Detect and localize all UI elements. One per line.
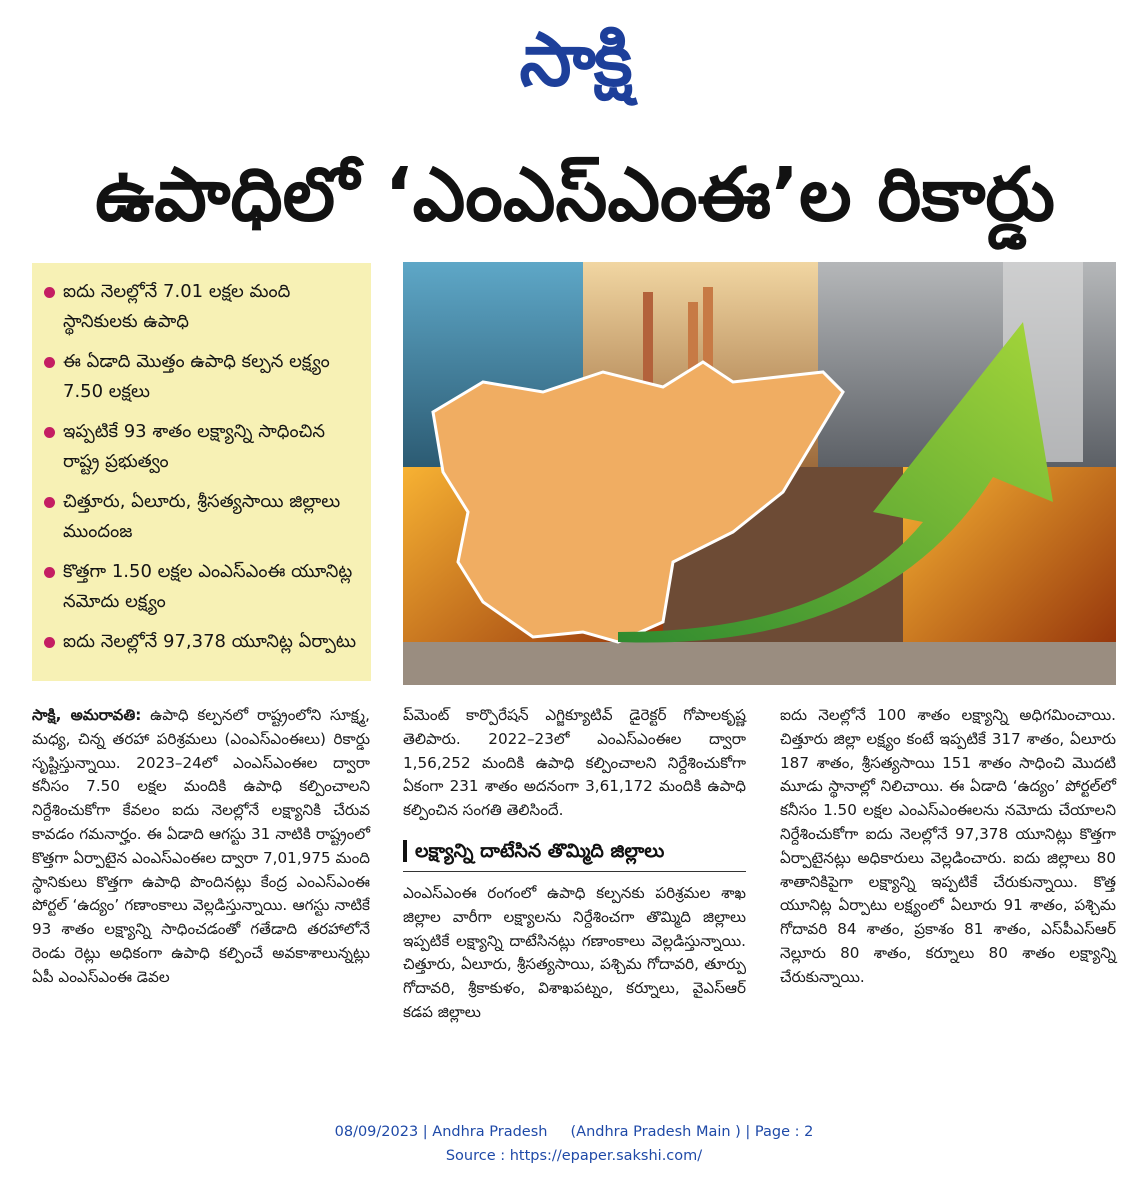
highlights-box bbox=[32, 263, 371, 681]
industry-collage-image bbox=[403, 262, 1116, 685]
bullet-icon bbox=[44, 637, 55, 648]
article-column-3 bbox=[780, 704, 1116, 990]
footer-edition-info: 08/09/2023 | Andhra Pradesh (Andhra Pradesh Main ) | Page : 2 bbox=[334, 1124, 814, 1140]
masthead-logo: సాక్షి bbox=[519, 17, 631, 103]
article-column-1 bbox=[32, 704, 370, 990]
subheading-marker-icon bbox=[403, 840, 407, 862]
bullet-icon bbox=[44, 287, 55, 298]
highlight-item bbox=[44, 277, 361, 337]
highlight-text: ఇప్పటికే 93 శాతం లక్ష్యాన్ని సాధించిన రాష్ట్ర ప్రభుత్వం bbox=[63, 421, 326, 472]
footer bbox=[0, 1120, 1148, 1168]
highlight-text: కొత్తగా 1.50 లక్షల ఎంఎస్‌ఎంఈ యూనిట్ల నమోదు లక్ష్యం bbox=[63, 561, 353, 612]
bullet-icon bbox=[44, 497, 55, 508]
subheading bbox=[403, 837, 746, 872]
subheading-text: లక్ష్యాన్ని దాటేసిన తొమ్మిది జిల్లాలు bbox=[415, 839, 665, 862]
highlight-item bbox=[44, 627, 361, 657]
highlight-text: ఈ ఏడాది మొత్తం ఉపాధి కల్పన లక్ష్యం 7.50 లక్షలు bbox=[63, 351, 330, 402]
highlight-item bbox=[44, 487, 361, 547]
bullet-icon bbox=[44, 357, 55, 368]
article-text: ఉపాధి కల్పనలో రాష్ట్రంలోని సూక్ష్మ, మధ్య, చిన్న తరహా పరిశ్రమలు (ఎంఎస్‌ఎంఈలు) రికార్డు సృష్టిస్తున్నాయి. 2023–24లో ఎంఎస్‌ఎంఈల ద్వారా కనీసం 7.50 లక్షల మందికి ఉపాధి కల్పించాలని నిర్దేశించుకోగా కేవలం ఐదు నెలల్లోనే లక్ష్యానికి చేరువ కావడం గమనార్హం. ఈ ఏడాది ఆగస్టు 31 నాటికి రాష్ట్రంలో కొత్తగా ఏర్పాటైన ఎంఎస్‌ఎంఈల ద్వారా 7,01,975 మంది స్థానికులు కొత్తగా ఉపాధి పొందినట్లు కేంద్ర ఎంఎస్‌ఎంఈ పోర్టల్‌ ‘ఉద్యం’ గణాంకాలు వెల్లడిస్తున్నాయి. ఆగస్టు నాటికే 93 శాతం లక్ష్యాన్ని సాధించడంతో గతేడాది తరహాలోనే రెండు రెట్లు అధికంగా ఉపాధి కల్పించే అవకాశాలున్నట్లు ఏపీ ఎంఎస్‌ఎంఈ డెవల bbox=[32, 706, 371, 986]
highlight-item bbox=[44, 347, 361, 407]
collage-graphic bbox=[403, 262, 1116, 685]
highlight-text: ఐదు నెలల్లోనే 7.01 లక్షల మంది స్థానికులకు ఉపాధి bbox=[63, 281, 291, 332]
article-text: ఎంఎస్‌ఎంఈ రంగంలో ఉపాధి కల్పనకు పరిశ్రమల శాఖ జిల్లాల వారీగా లక్ష్యాలను నిర్దేశించగా తొమ్మిది జిల్లాలు ఇప్పటికే లక్ష్యాన్ని దాటేసినట్లు గణాంకాలు వెల్లడిస్తున్నాయి. చిత్తూరు, ఏలూరు, శ్రీసత్యసాయి, పశ్చిమ గోదావరి, తూర్పు గోదావరి, శ్రీకాకుళం, విశాఖపట్నం, కర్నూలు, వైఎస్‌ఆర్‌ కడప జిల్లాలు bbox=[403, 883, 746, 1021]
footer-source: Source : https://epaper.sakshi.com/ bbox=[445, 1148, 703, 1164]
highlight-text: చిత్తూరు, ఏలూరు, శ్రీసత్యసాయి జిల్లాలు ముందంజ bbox=[63, 491, 341, 542]
headline: ఉపాధిలో ‘ఎంఎస్‌ఎంఈ’ల రికార్డు bbox=[95, 152, 1055, 238]
dateline: సాక్షి, అమరావతి: bbox=[32, 706, 142, 724]
highlight-item bbox=[44, 557, 361, 617]
article-text: ఐదు నెలల్లోనే 100 శాతం లక్ష్యాన్ని అధిగమించాయి. చిత్తూరు జిల్లా లక్ష్యం కంటే ఇప్పటికే 317 శాతం, ఏలూరు 187 శాతం, శ్రీసత్యసాయి 151 శాతం సాధించి మొదటి మూడు స్థానాల్లో నిలిచాయి. ఈ ఏడాది ‘ఉద్యం’ పోర్టల్‌లో కనీసం 1.50 లక్షల ఎంఎస్‌ఎంఈలను నమోదు చేయాలని నిర్దేశించుకోగా ఐదు నెలల్లోనే 97,378 యూనిట్లు కొత్తగా ఏర్పాటైనట్లు అధికారులు వెల్లడించారు. ఐదు జిల్లాలు 80 శాతానికిపైగా లక్ష్యాన్ని ఇప్పటికే చేరుకున్నాయి. కొత్త యూనిట్ల ఏర్పాటు లక్ష్యంలో ఏలూరు 91 శాతం, పశ్చిమ గోదావరి 84 శాతం, ప్రకాశం 81 శాతం, ఎస్‌పీఎస్‌ఆర్‌ నెల్లూరు 80 శాతం, కర్నూలు 80 శాతం లక్ష్యాన్ని చేరుకున్నాయి. bbox=[780, 706, 1116, 986]
article-text: ప్‌మెంట్‌ కార్పొరేషన్‌ ఎగ్జిక్యూటివ్‌ డైరెక్టర్‌ గోపాలకృష్ణ తెలిపారు. 2022–23లో ఎంఎస్‌ఎంఈల ద్వారా 1,56,252 మందికి ఉపాధి కల్పించాలని నిర్దేశించుకోగా ఏకంగా 231 శాతం అదనంగా 3,61,172 మందికి ఉపాధి కల్పించిన సంగతి తెలిసిందే. bbox=[403, 706, 746, 820]
bullet-icon bbox=[44, 567, 55, 578]
bullet-icon bbox=[44, 427, 55, 438]
highlight-item bbox=[44, 417, 361, 477]
article-column-2 bbox=[403, 704, 746, 1025]
highlight-text: ఐదు నెలల్లోనే 97,378 యూనిట్ల ఏర్పాటు bbox=[63, 631, 357, 652]
